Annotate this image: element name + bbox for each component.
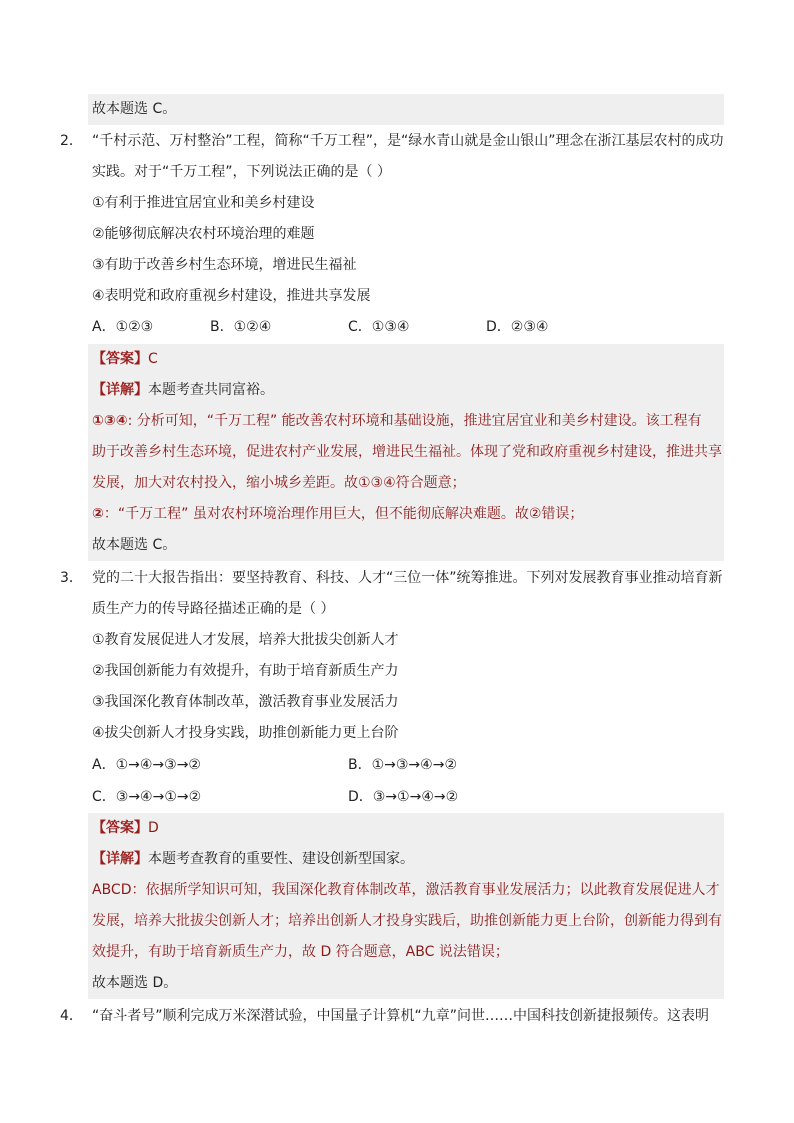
q3-item-3: ③我国深化教育体制改革，激活教育事业发展活力 <box>92 694 399 710</box>
q3-option-a: A．①→④→③→② <box>92 757 201 773</box>
answer-tag: 【答案】 <box>92 820 148 836</box>
analysis-lead: ①③④ <box>92 413 128 429</box>
q2-detail <box>88 375 724 406</box>
q3-number: 3． <box>60 570 83 586</box>
q3-stem-line1: 党的二十大报告指出：要坚持教育、科技、人才“三位一体”统筹推进。下列对发展教育事业推动培育新 <box>92 570 723 586</box>
q3-item-1: ①教育发展促进人才发展，培养大批拔尖创新人才 <box>92 632 399 648</box>
detail-tag: 【详解】 <box>92 851 148 867</box>
detail-tag: 【详解】 <box>92 382 148 398</box>
q3-option-b: B．①→③→④→② <box>348 757 457 773</box>
q4-stem-line1: “奋斗者号”顺利完成万米深潜试验，中国量子计算机“九章”问世……中国科技创新捷报频传。这表明 <box>92 1008 710 1024</box>
q2-item-1: ①有利于推进宜居宜业和美乡村建设 <box>92 195 315 211</box>
q2-analysis1-line2: 助于改善乡村生态环境，促进农村产业发展，增进民生福祉。体现了党和政府重视乡村建设，推进共享 <box>88 437 724 468</box>
answer-value: C <box>148 351 158 367</box>
q2-item-2: ②能够彻底解决农村环境治理的难题 <box>92 226 315 242</box>
q3-analysis-line3: 效提升，有助于培育新质生产力，故 D 符合题意，ABC 说法错误； <box>88 937 724 968</box>
q2-item-3: ③有助于改善乡村生态环境，增进民生福祉 <box>92 257 357 273</box>
q3-analysis-line1: ABCD：依据所学知识可知，我国深化教育体制改革，激活教育事业发展活力；以此教育发展促进人才 <box>88 875 724 906</box>
q2-analysis1-line3: 发展，加大对农村投入，缩小城乡差距。故①③④符合题意； <box>88 468 724 499</box>
q2-option-a: A．①②③ <box>92 319 154 335</box>
q3-option-c: C．③→④→①→② <box>92 789 202 805</box>
analysis-text: ：“千万工程” 虽对农村环境治理作用巨大，但不能彻底解决难题。故②错误； <box>103 506 584 522</box>
q2-option-d: D．②③④ <box>486 319 549 335</box>
q2-analysis1-line1 <box>88 406 724 437</box>
q2-analysis2 <box>88 499 724 530</box>
analysis-lead: ② <box>92 506 104 522</box>
q3-stem-line2: 质生产力的传导路径描述正确的是（ ） <box>92 601 335 617</box>
q3-option-d: D．③→①→④→② <box>348 789 459 805</box>
q1-conclusion: 故本题选 C。 <box>88 94 724 125</box>
detail-text: 本题考查共同富裕。 <box>148 382 274 398</box>
answer-tag: 【答案】 <box>92 351 148 367</box>
q3-detail <box>88 844 724 875</box>
q4-number: 4． <box>60 1008 83 1024</box>
detail-text: 本题考查教育的重要性、建设创新型国家。 <box>148 851 414 867</box>
q3-item-2: ②我国创新能力有效提升，有助于培育新质生产力 <box>92 663 399 679</box>
q2-number: 2． <box>60 133 83 149</box>
q2-stem-line2: 实践。对于“千万工程”，下列说法正确的是（ ） <box>92 164 391 180</box>
q3-conclusion: 故本题选 D。 <box>88 968 724 999</box>
analysis-text: : 分析可知，“千万工程” 能改善农村环境和基础设施，推进宜居宜业和美乡村建设。该工程有 <box>127 413 702 429</box>
q3-answer <box>88 813 724 844</box>
q3-item-4: ④拔尖创新人才投身实践，助推创新能力更上台阶 <box>92 725 399 741</box>
answer-value: D <box>148 820 159 836</box>
q2-option-c: C．①③④ <box>348 319 410 335</box>
q2-stem-line1: “千村示范、万村整治”工程，简称“千万工程”，是“绿水青山就是金山银山”理念在浙江基层农村的成功 <box>92 133 724 149</box>
q3-analysis-line2: 发展，培养大批拔尖创新人才；培养出创新人才投身实践后，助推创新能力更上台阶，创新能力得到有 <box>88 906 724 937</box>
q2-conclusion: 故本题选 C。 <box>88 530 724 561</box>
q2-option-b: B．①②④ <box>210 319 272 335</box>
q2-answer <box>88 344 724 375</box>
q2-item-4: ④表明党和政府重视乡村建设，推进共享发展 <box>92 288 371 304</box>
